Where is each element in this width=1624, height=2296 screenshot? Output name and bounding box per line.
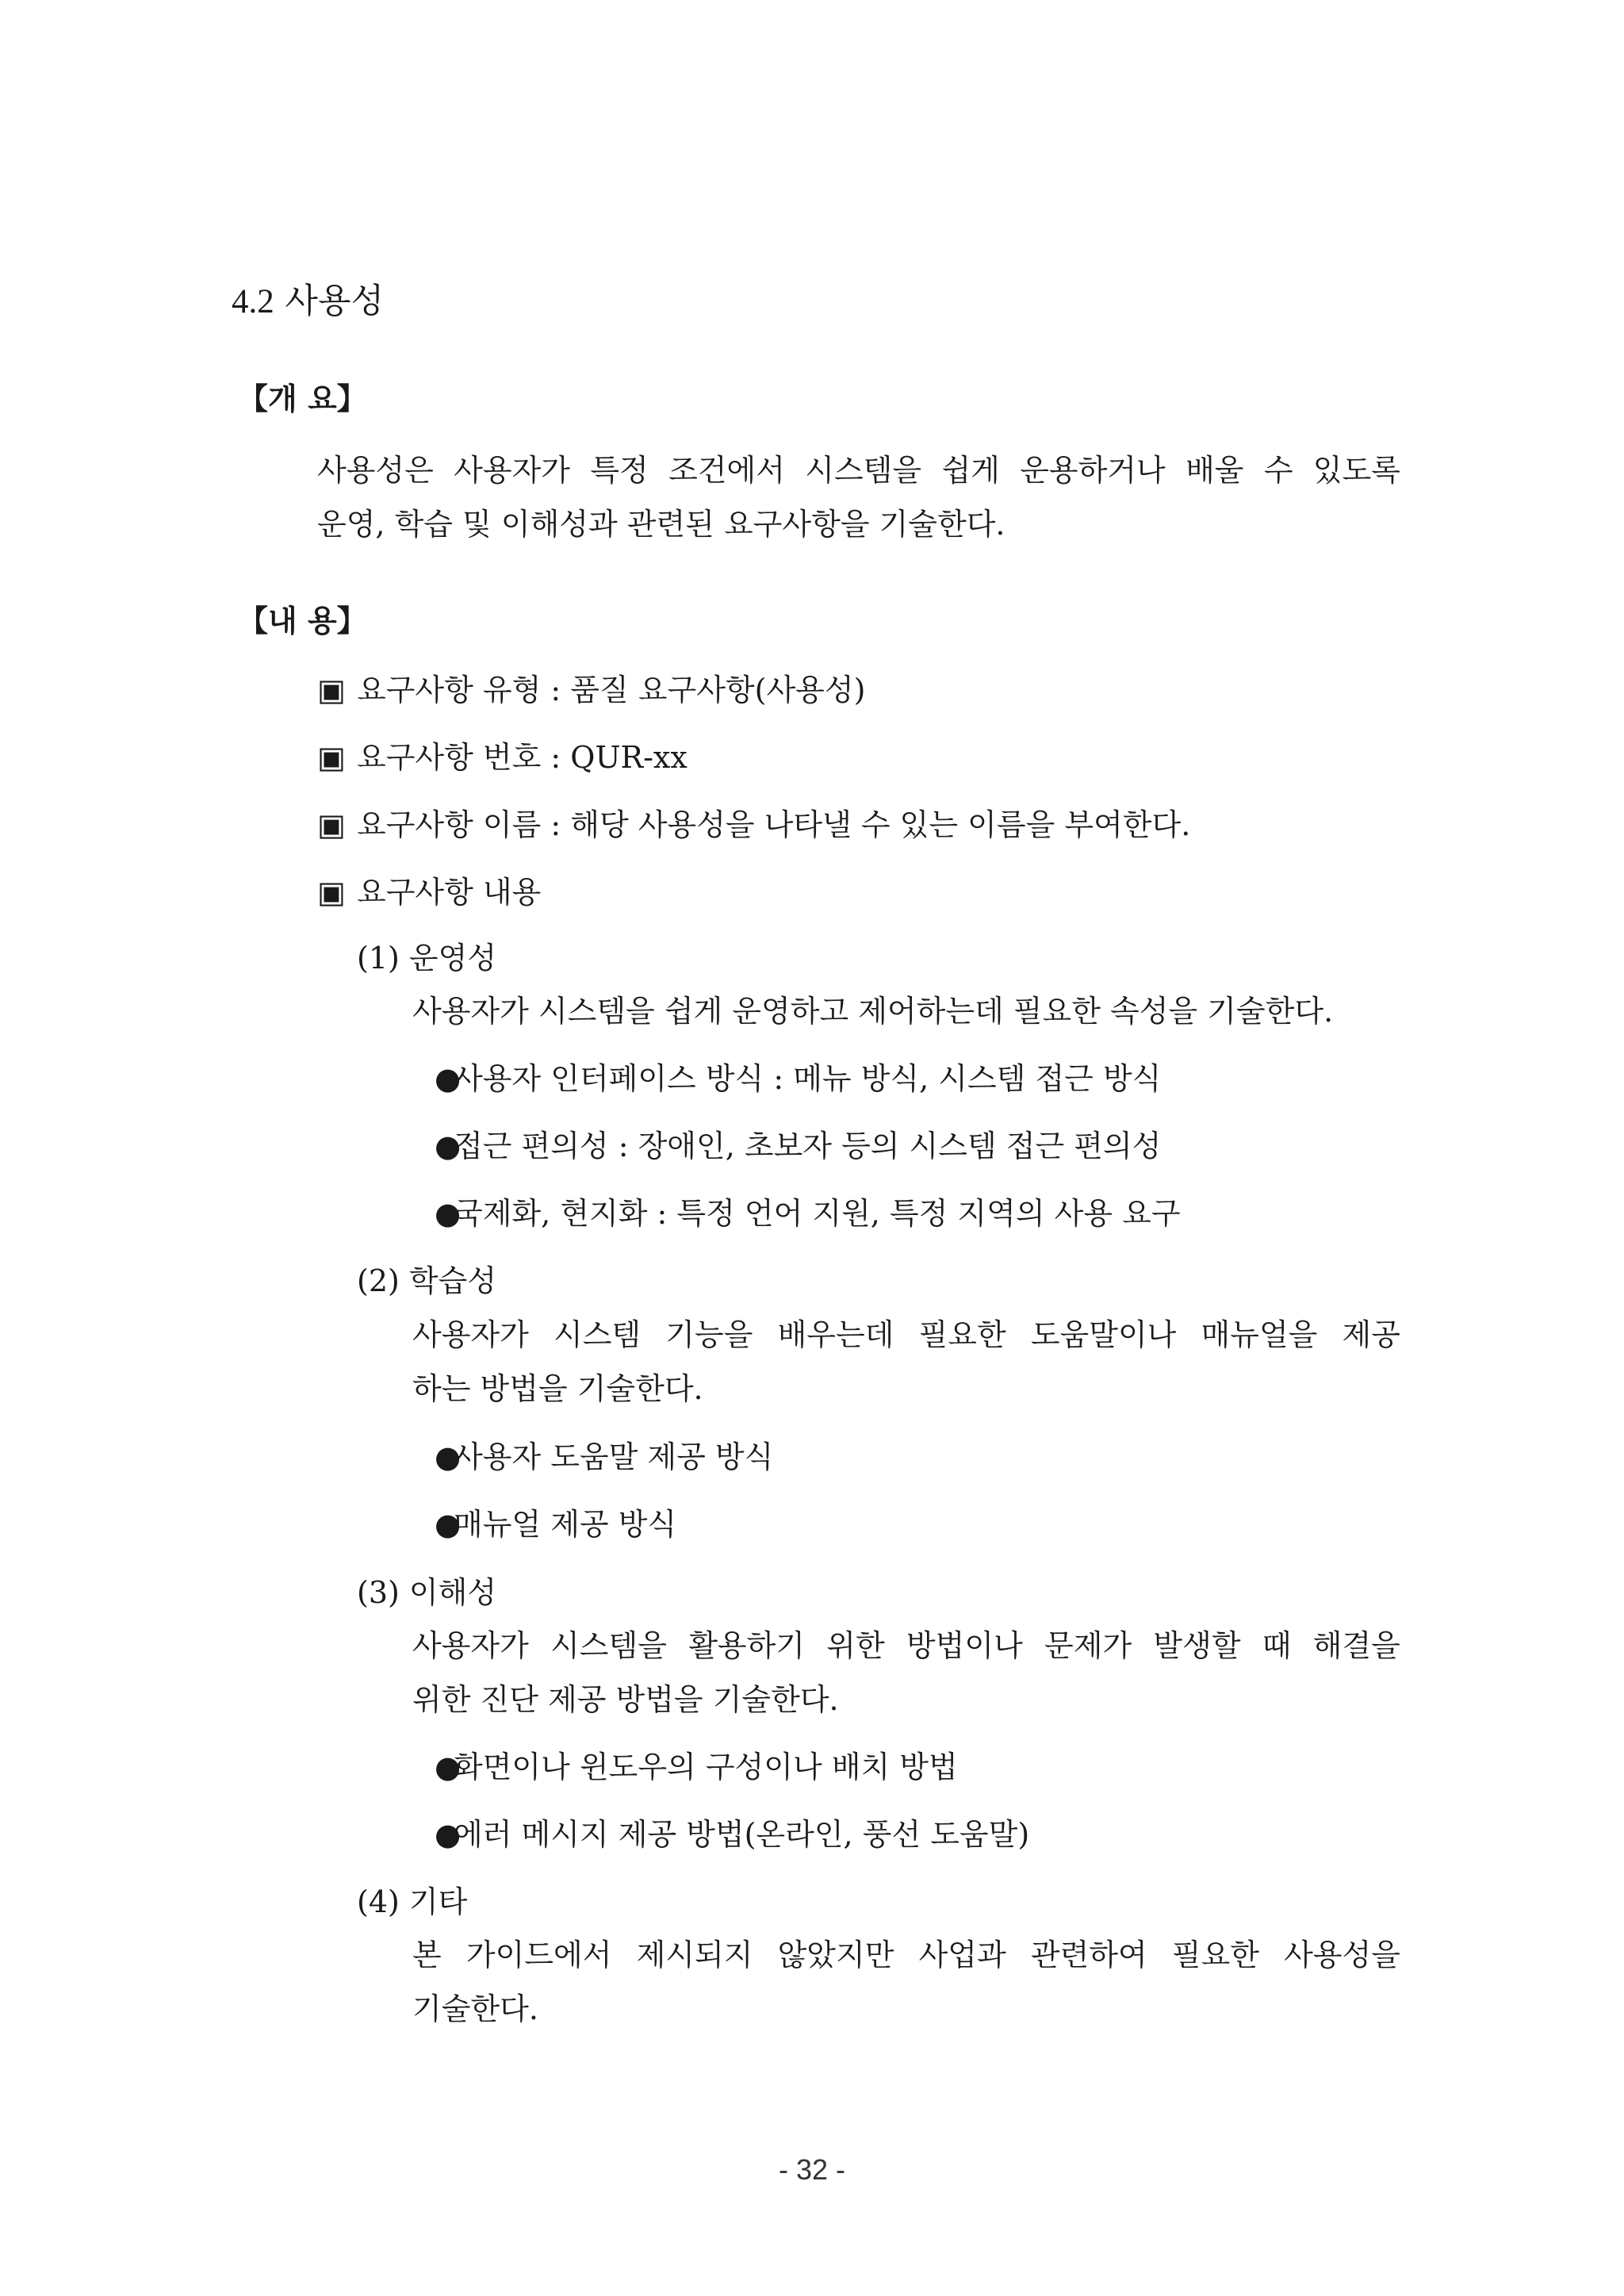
subsection-2-desc-line-2: 하는 방법을 기술한다. bbox=[412, 1371, 703, 1406]
square-bullet-icon: ▣ bbox=[317, 673, 346, 707]
overview-line-2: 운영, 학습 및 이해성과 관련된 요구사항을 기술한다. bbox=[317, 507, 1005, 542]
subsection-4-desc-line-2: 기술한다. bbox=[412, 1991, 538, 2026]
content-item-2 bbox=[317, 738, 688, 777]
section-title-text: 사용성 bbox=[285, 282, 385, 321]
subsection-3-desc bbox=[412, 1626, 1400, 1719]
subsection-2-bullet-2: ●매뉴얼 제공 방식 bbox=[435, 1504, 676, 1544]
subsection-4-desc bbox=[412, 1935, 1400, 2029]
word: 기능을 bbox=[665, 1317, 753, 1352]
subsection-2-desc bbox=[412, 1315, 1400, 1409]
content-heading: 【내 용】 bbox=[238, 603, 367, 638]
word: 시스템을 bbox=[550, 1628, 667, 1663]
content-item-3 bbox=[317, 805, 1190, 845]
subsection-1-bullet-1: ●사용자 인터페이스 방식 : 메뉴 방식, 시스템 접근 방식 bbox=[435, 1059, 1161, 1098]
bullet-dot-icon: ● bbox=[435, 1817, 462, 1852]
subsection-3-label: (3) 이해성 bbox=[357, 1575, 497, 1610]
bullet-dot-icon: ● bbox=[435, 1507, 462, 1542]
word: 사용자가 bbox=[412, 1628, 529, 1663]
word: 조건에서 bbox=[668, 453, 785, 488]
subsection-2-desc-line-1 bbox=[412, 1315, 1400, 1355]
word: 필요한 bbox=[1171, 1938, 1259, 1972]
word: 않았지만 bbox=[777, 1938, 894, 1972]
content-item-4 bbox=[317, 872, 541, 912]
subsection-3-bullet-1: ●화면이나 윈도우의 구성이나 배치 방법 bbox=[435, 1747, 958, 1787]
subsection-3-desc-line-2: 위한 진단 제공 방법을 기술한다. bbox=[412, 1682, 839, 1717]
overview-heading: 【개 요】 bbox=[238, 381, 367, 416]
word: 제공 bbox=[1342, 1317, 1400, 1352]
word: 필요한 bbox=[918, 1317, 1006, 1352]
word: 문제가 bbox=[1044, 1628, 1132, 1663]
page-number: - 32 - bbox=[778, 2153, 846, 2186]
word: 쉽게 bbox=[941, 453, 1000, 488]
section-number: 4.2 bbox=[232, 283, 274, 320]
word: 본 bbox=[412, 1938, 442, 1972]
word: 특정 bbox=[590, 453, 649, 488]
subsection-4-desc-line-1 bbox=[412, 1935, 1400, 1975]
word: 사용성을 bbox=[1284, 1938, 1400, 1972]
subsection-1-bullet-3: ●국제화, 현지화 : 특정 언어 지원, 특정 지역의 사용 요구 bbox=[435, 1194, 1181, 1233]
word: 배울 bbox=[1185, 453, 1244, 488]
square-bullet-icon: ▣ bbox=[317, 875, 346, 910]
bullet-dot-icon: ● bbox=[435, 1061, 462, 1096]
word: 도움말이나 bbox=[1030, 1317, 1177, 1352]
word: 제시되지 bbox=[636, 1938, 753, 1972]
subsection-3-bullet-2: ●에러 메시지 제공 방법(온라인, 풍선 도움말) bbox=[435, 1815, 1029, 1854]
word: 발생할 bbox=[1153, 1628, 1241, 1663]
word: 활용하기 bbox=[688, 1628, 806, 1663]
bullet-dot-icon: ● bbox=[435, 1439, 462, 1474]
content-item-text: 요구사항 번호 : QUR-xx bbox=[357, 740, 688, 775]
word: 시스템을 bbox=[805, 453, 922, 488]
subsection-4-label: (4) 기타 bbox=[357, 1884, 468, 1919]
subsection-1-label: (1) 운영성 bbox=[357, 941, 497, 976]
overview-paragraph bbox=[317, 450, 1400, 544]
subsection-1-bullet-2: ●접근 편의성 : 장애인, 초보자 등의 시스템 접근 편의성 bbox=[435, 1126, 1161, 1166]
square-bullet-icon: ▣ bbox=[317, 740, 346, 775]
word: 있도록 bbox=[1312, 453, 1400, 488]
word: 관련하여 bbox=[1030, 1938, 1147, 1972]
content-item-text: 요구사항 유형 : 품질 요구사항(사용성) bbox=[357, 673, 866, 707]
square-bullet-icon: ▣ bbox=[317, 807, 346, 842]
content-item-text: 요구사항 내용 bbox=[357, 875, 542, 910]
section-title bbox=[232, 279, 384, 324]
word: 시스템 bbox=[553, 1317, 642, 1352]
subsection-3-desc-line-1 bbox=[412, 1626, 1400, 1665]
bullet-dot-icon: ● bbox=[435, 1129, 462, 1163]
word: 해결을 bbox=[1312, 1628, 1400, 1663]
word: 가이드에서 bbox=[465, 1938, 612, 1972]
word: 사업과 bbox=[918, 1938, 1006, 1972]
word: 위한 bbox=[826, 1628, 885, 1663]
word: 배우는데 bbox=[777, 1317, 894, 1352]
word: 사용자가 bbox=[454, 453, 571, 488]
bullet-dot-icon: ● bbox=[435, 1196, 462, 1231]
subsection-2-bullet-1: ●사용자 도움말 제공 방식 bbox=[435, 1437, 773, 1477]
content-item-1 bbox=[317, 670, 865, 710]
word: 방법이나 bbox=[906, 1628, 1023, 1663]
word: 운용하거나 bbox=[1020, 453, 1166, 488]
word: 매뉴얼을 bbox=[1201, 1317, 1318, 1352]
subsection-1-desc: 사용자가 시스템을 쉽게 운영하고 제어하는데 필요한 속성을 기술한다. bbox=[412, 994, 1334, 1029]
word: 사용성은 bbox=[317, 453, 434, 488]
word: 수 bbox=[1263, 453, 1293, 488]
bullet-dot-icon: ● bbox=[435, 1750, 462, 1784]
content-item-text: 요구사항 이름 : 해당 사용성을 나타낼 수 있는 이름을 부여한다. bbox=[357, 807, 1191, 842]
subsection-2-label: (2) 학습성 bbox=[357, 1263, 497, 1298]
word: 때 bbox=[1262, 1628, 1292, 1663]
word: 사용자가 bbox=[412, 1317, 529, 1352]
overview-line-1 bbox=[317, 450, 1400, 490]
